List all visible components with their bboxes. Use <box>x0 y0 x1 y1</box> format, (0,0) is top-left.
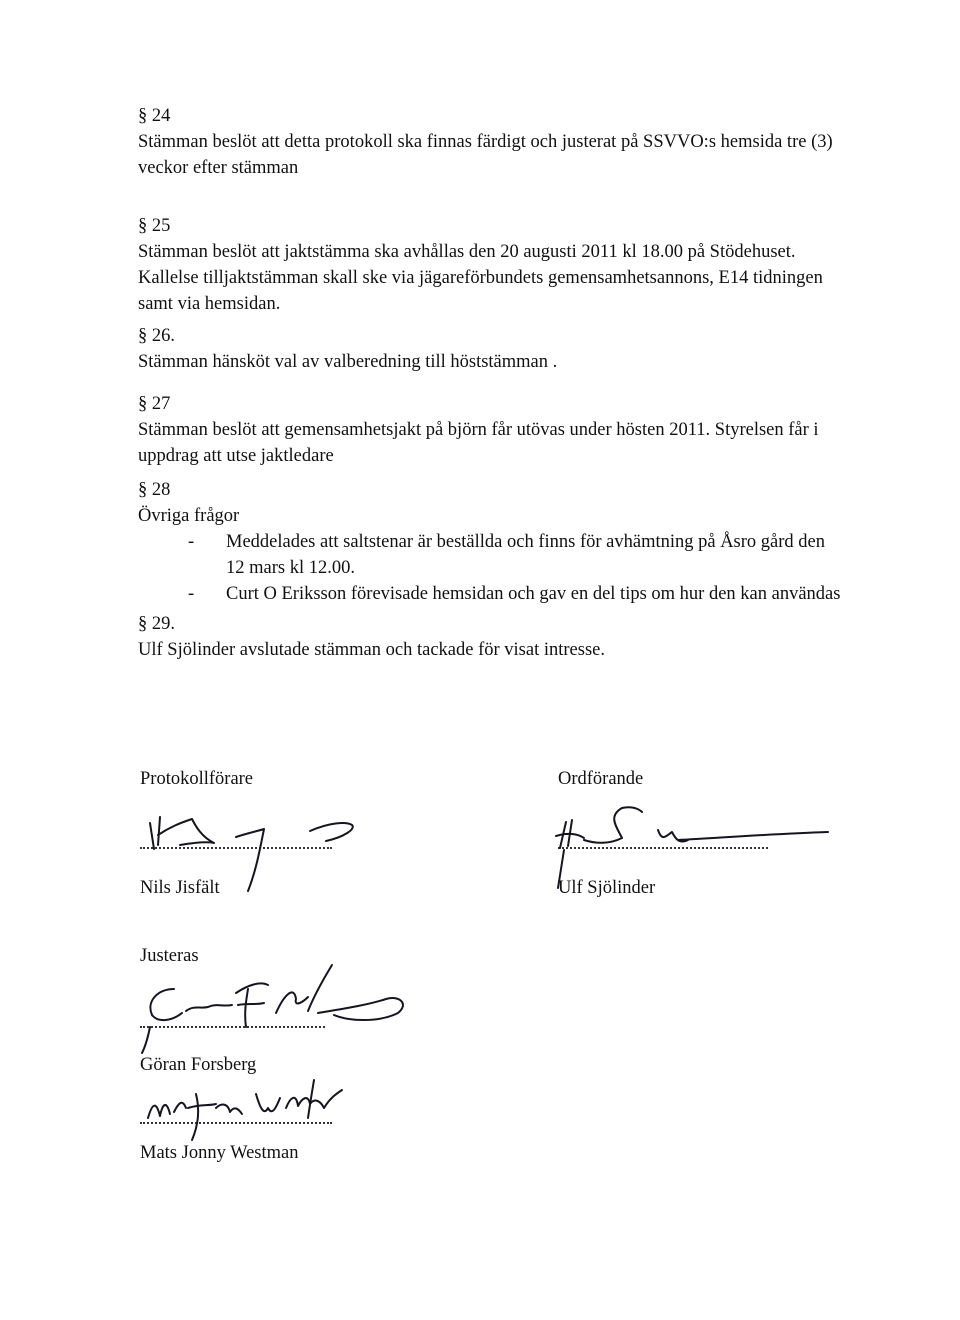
signer-name-ordforande: Ulf Sjölinder <box>558 878 656 898</box>
text-line: Kallelse tilljaktstämman skall ske via jägareförbundets gemensamhetsannons, E14 tidningen <box>138 268 823 288</box>
text-line: Ulf Sjölinder avslutade stämman och tackade för visat intresse. <box>138 640 605 660</box>
text-line: Stämman beslöt att gemensamhetsjakt på björn får utövas under hösten 2011. Styrelsen får i <box>138 420 819 440</box>
text-line: Meddelades att saltstenar är beställda och finns för avhämtning på Åsro gård den <box>226 532 826 552</box>
section-27 <box>138 391 898 469</box>
section-heading: § 26. <box>138 326 175 346</box>
section-26 <box>138 323 898 375</box>
section-29 <box>138 611 898 663</box>
section-heading: § 27 <box>138 394 171 414</box>
text-line: uppdrag att utse jaktledare <box>138 446 334 466</box>
section-24 <box>138 103 898 181</box>
section-28 <box>138 477 898 607</box>
section-heading: § 25 <box>138 216 171 236</box>
text-line: Stämman beslöt att jaktstämma ska avhållas den 20 augusti 2011 kl 18.00 på Stödehuset. <box>138 242 796 262</box>
text-line: Curt O Eriksson förevisade hemsidan och gav en del tips om hur den kan användas <box>226 584 841 604</box>
role-label-justeras: Justeras <box>140 946 199 966</box>
role-label-ordforande: Ordförande <box>558 769 644 789</box>
bullet-dash: - <box>188 532 195 552</box>
bullet-dash: - <box>188 584 195 604</box>
bullet-list <box>138 529 898 607</box>
text-line: samt via hemsidan. <box>138 294 281 314</box>
section-title: Övriga frågor <box>138 506 240 526</box>
text-line: veckor efter stämman <box>138 158 299 178</box>
section-heading: § 28 <box>138 480 171 500</box>
signer-name-mats-jonny-westman: Mats Jonny Westman <box>140 1143 299 1163</box>
signer-name-goran-forsberg: Göran Forsberg <box>140 1055 257 1075</box>
text-line: Stämman beslöt att detta protokoll ska finnas färdigt och justerat på SSVVO:s hemsida tre (3) <box>138 132 833 152</box>
section-25 <box>138 213 898 317</box>
role-label-protokollforare: Protokollförare <box>140 769 254 789</box>
text-line: 12 mars kl 12.00. <box>226 558 355 578</box>
text-line: Stämman hänsköt val av valberedning till höststämman . <box>138 352 558 372</box>
section-heading: § 24 <box>138 106 171 126</box>
list-item <box>188 581 898 607</box>
signature-goran-forsberg <box>128 955 418 1065</box>
list-item <box>188 529 898 581</box>
signature-mats-jonny-westman <box>138 1068 358 1148</box>
signer-name-protokollforare: Nils Jisfält <box>140 878 220 898</box>
section-heading: § 29. <box>138 614 175 634</box>
